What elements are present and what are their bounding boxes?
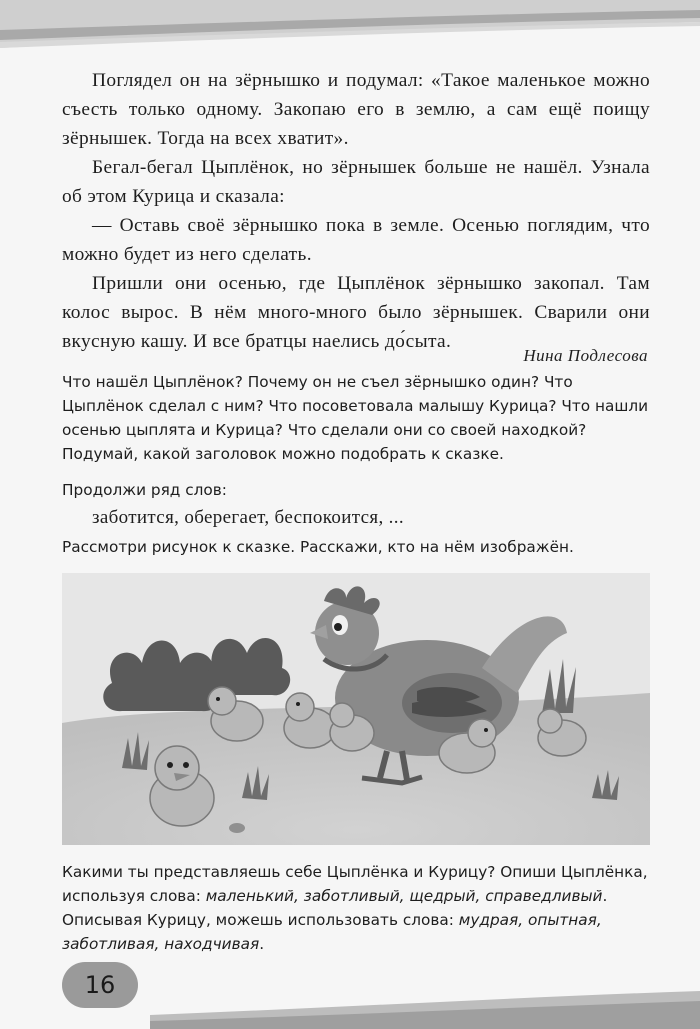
describe-text: [62, 860, 654, 956]
describe-part1: Какими ты представляешь себе Цыплёнка и Курицу? Опиши Цыплёнка, используя слова:: [62, 863, 648, 905]
comprehension-questions: [62, 370, 654, 466]
describe-task: [62, 860, 654, 956]
questions-text: Что нашёл Цыплёнок? Почему он не съел зёрнышко один? Что Цыплёнок сделал с ним? Что посоветовала малышу Курица? Что нашли осенью цыплята и Курица? Что сделали они со своей находкой? Подумай, какой заголовок можно подобрать к сказке.: [62, 373, 649, 463]
top-decorative-band: [0, 0, 700, 60]
grain-icon: [229, 823, 245, 833]
describe-part2: . Описывая Курицу, можешь использовать слова:: [62, 887, 608, 929]
story-paragraph: Бегал-бегал Цыплёнок, но зёрнышек больше не нашёл. Узнала об этом Курица и сказала:: [62, 157, 650, 207]
story-paragraph: Поглядел он на зёрнышко и подумал: «Такое маленькое можно съесть только одному. Закопаю его в землю, а сам ещё поищу зёрнышек. Тогда на всех хватит».: [62, 70, 650, 149]
page-number: 16: [84, 971, 116, 999]
story-illustration: [62, 573, 650, 845]
story-paragraph: Пришли они осенью, где Цыплёнок зёрнышко закопал. Там колос вырос. В нём много-много было зёрнышек. Сварили они вкусную кашу. И все братцы наелись до́сыта.: [62, 273, 650, 352]
page-number-badge: [62, 962, 138, 1008]
describe-words-chick: маленький, заботливый, щедрый, справедливый: [205, 887, 603, 905]
story-author: Нина Подлесова: [523, 346, 648, 365]
picture-prompt: [62, 535, 654, 559]
story-paragraph: — Оставь своё зёрнышко пока в земле. Осенью поглядим, что можно будет из него сделать.: [62, 215, 650, 265]
continue-prompt-text: Продолжи ряд слов:: [62, 481, 227, 499]
continue-prompt: [62, 478, 654, 502]
describe-words-hen: мудрая, опытная, заботливая, находчивая: [62, 911, 602, 953]
word-row: заботится, оберегает, беспокоится, ...: [92, 507, 404, 528]
story-text: [62, 66, 650, 356]
describe-part3: .: [259, 935, 265, 953]
picture-prompt-text: Рассмотри рисунок к сказке. Расскажи, кто на нём изображён.: [62, 538, 574, 556]
